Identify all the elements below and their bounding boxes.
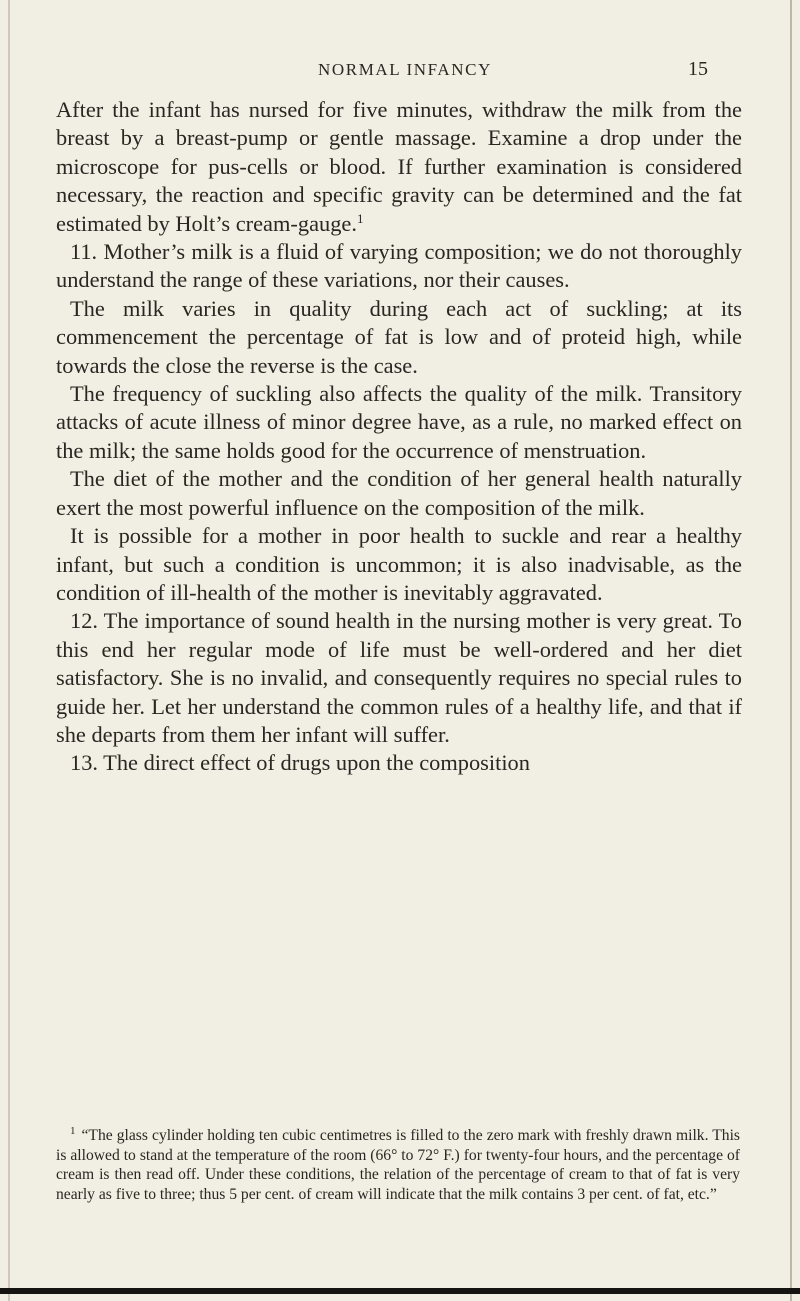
- paragraph-suckling-frequency: The frequency of suckling also affects the quality of the milk. Transitory attacks of acute illness of minor degree have, as a rule, no marked effect on the milk; the same holds good for the occurrence of menstruation.: [56, 381, 742, 463]
- running-head: NORMAL INFANCY: [318, 60, 492, 79]
- footnote: [56, 1126, 740, 1204]
- paragraph-breast-pump: [56, 96, 742, 238]
- scan-edge-right: [790, 0, 792, 1301]
- paragraph-milk-quality: The milk varies in quality during each act of suckling; at its commencement the percentage of fat is low and of proteid high, while towards the close the reverse is the case.: [56, 295, 742, 378]
- footnote-reference: 1: [356, 210, 364, 226]
- footnote-text: “The glass cylinder holding ten cubic centimetres is filled to the zero mark with freshly drawn milk. This is allowed to stand at the temperature of the room (66° to 72° F.) for twenty-four hours, and the percentage of cream is then read off. Under these conditions, the relation of the percentage of cream to that of fat is very nearly as five to three; thus 5 per cent. of cream will indicate that the milk contains 3 per cent. of fat, etc.”: [56, 1127, 740, 1203]
- page-number: 15: [688, 58, 708, 80]
- paragraph-poor-health: It is possible for a mother in poor health to suckle and rear a healthy infant, but such a condition is uncommon; it is also inadvisable, as the condition of ill-health of the mother is inevitably aggravated.: [56, 523, 742, 605]
- paragraph-section-11: 11. Mother’s milk is a fluid of varying composition; we do not thoroughly understand the range of these variations, nor their causes.: [56, 239, 742, 293]
- footnote-mark: 1: [70, 1125, 76, 1137]
- paragraph-section-12: 12. The importance of sound health in the nursing mother is very great. To this end her regular mode of life must be well-ordered and her diet satisfactory. She is no invalid, and consequently requires no special rules to guide her. Let her understand the common rules of a healthy life, and that if she departs from them her infant will suffer.: [56, 608, 742, 747]
- paragraph-section-13: 13. The direct effect of drugs upon the composition: [70, 750, 530, 776]
- paragraph-text: After the infant has nursed for five minutes, withdraw the milk from the breast by a breast-pump or gentle massage. Examine a drop under the microscope for pus-cells or blood. If further examination is considered necessary, the reaction and specific gravity can be determined and the fat estimated by Holt’s cream-gauge.: [56, 97, 742, 236]
- scan-edge-left: [8, 0, 10, 1301]
- scan-bottom-edge: [0, 1288, 800, 1294]
- paragraph-mother-diet: The diet of the mother and the condition of her general health naturally exert the most powerful influence on the composition of the milk.: [56, 466, 742, 520]
- page-header: [0, 60, 800, 86]
- body-text: [56, 96, 742, 778]
- footnote-paragraph: [56, 1126, 740, 1204]
